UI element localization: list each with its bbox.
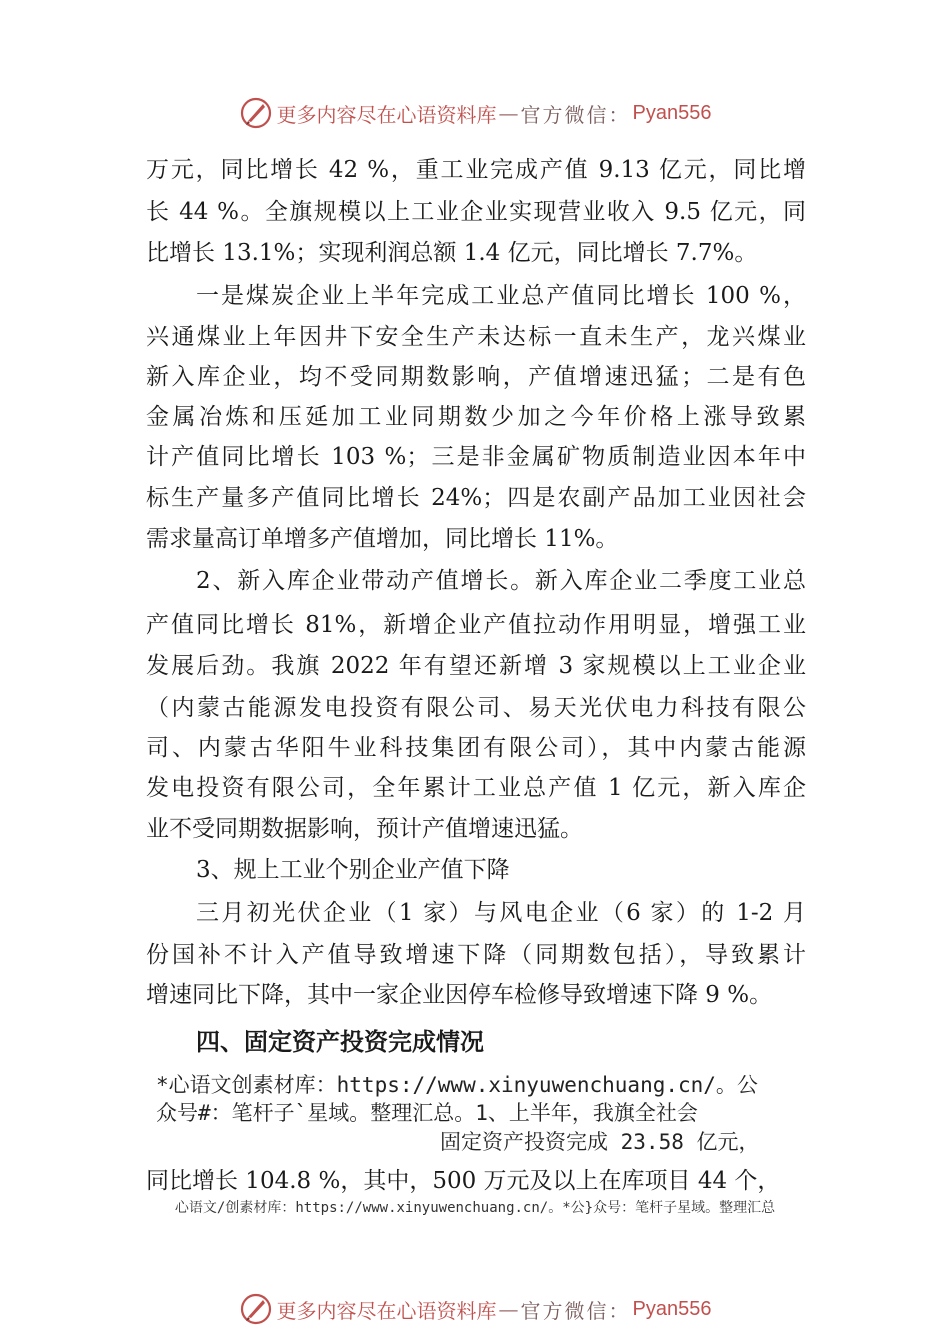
body-line: 标生产量多产值同比增长 24%；四是农副产品加工业因社会 bbox=[146, 485, 806, 511]
body-line: 需求量高订单增多产值增加，同比增长 11%。 bbox=[146, 526, 619, 552]
banner-wechat-label: 官方微信： bbox=[520, 102, 631, 127]
body-line: 一是煤炭企业上半年完成工业总产值同比增长 100 %， bbox=[196, 283, 806, 309]
body-line: 份国补不计入产值导致增速下降（同期数包括），导致累计 bbox=[146, 942, 806, 968]
header-watermark-banner bbox=[0, 93, 950, 133]
body-line: 增速同比下降，其中一家企业因停车检修导致增速下降 9 %。 bbox=[146, 982, 773, 1008]
quill-logo-icon bbox=[239, 1292, 273, 1326]
body-line: 产值同比增长 81%，新增企业产值拉动作用明显，增强工业 bbox=[146, 612, 806, 638]
banner-dash: — bbox=[498, 101, 519, 125]
body-line: 司、内蒙古华阳牛业科技集团有限公司），其中内蒙古能源 bbox=[146, 735, 806, 761]
banner-wechat-label: 官方微信： bbox=[520, 1298, 631, 1323]
body-line: （内蒙古能源发电投资有限公司、易天光伏电力科技有限公 bbox=[146, 695, 806, 721]
watermark-line: 固定资产投资完成 23.58 亿元， bbox=[440, 1130, 760, 1154]
footer-watermark-note: 心语文/创素材库：https://www.xinyuwenchuang.cn/。*公}众号：笔杆子星域。整理汇总 bbox=[174, 1200, 776, 1216]
body-line: 2、新入库企业带动产值增长。新入库企业二季度工业总 bbox=[196, 568, 806, 594]
body-line: 新入库企业，均不受同期数影响，产值增速迅猛；二是有色 bbox=[146, 364, 806, 390]
banner-brand-text: 更多内容尽在心语资料库 bbox=[276, 102, 497, 127]
body-line: 比增长 13.1%；实现利润总额 1.4 亿元，同比增长 7.7%。 bbox=[146, 240, 758, 266]
body-line: 同比增长 104.8 %，其中，500 万元及以上在库项目 44 个， bbox=[146, 1168, 781, 1194]
body-line: 金属冶炼和压延加工业同期数少加之今年价格上涨导致累 bbox=[146, 404, 806, 430]
watermark-line: *心语文创素材库：https://www.xinyuwenchuang.cn/。公 bbox=[156, 1073, 758, 1097]
quill-logo-icon bbox=[239, 96, 273, 130]
body-line: 发展后劲。我旗 2022 年有望还新增 3 家规模以上工业企业 bbox=[146, 653, 806, 679]
body-line: 万元，同比增长 42 %，重工业完成产值 9.13 亿元，同比增 bbox=[146, 157, 806, 183]
body-line: 计产值同比增长 103 %；三是非金属矿物质制造业因本年中 bbox=[146, 444, 806, 470]
body-line: 长 44 %。全旗规模以上工业企业实现营业收入 9.5 亿元，同 bbox=[146, 199, 806, 225]
banner-wechat-id: Pyan556 bbox=[632, 101, 712, 124]
body-line: 三月初光伏企业（1 家）与风电企业（6 家）的 1-2 月 bbox=[196, 900, 806, 926]
body-line: 发电投资有限公司，全年累计工业总产值 1 亿元，新入库企 bbox=[146, 775, 806, 801]
body-line: 业不受同期数据影响，预计产值增速迅猛。 bbox=[146, 816, 583, 842]
body-line: 兴通煤业上年因井下安全生产未达标一直未生产，龙兴煤业 bbox=[146, 324, 806, 350]
body-line: 3、规上工业个别企业产值下降 bbox=[196, 857, 510, 883]
section-heading: 四、固定资产投资完成情况 bbox=[196, 1028, 484, 1056]
banner-brand-text: 更多内容尽在心语资料库 bbox=[276, 1298, 497, 1323]
footer-watermark-banner bbox=[0, 1289, 950, 1329]
watermark-line: 众号#：笔杆子`星域。整理汇总。1、上半年，我旗全社会 bbox=[156, 1101, 698, 1125]
banner-dash: — bbox=[498, 1297, 519, 1321]
banner-wechat-id: Pyan556 bbox=[632, 1297, 712, 1320]
